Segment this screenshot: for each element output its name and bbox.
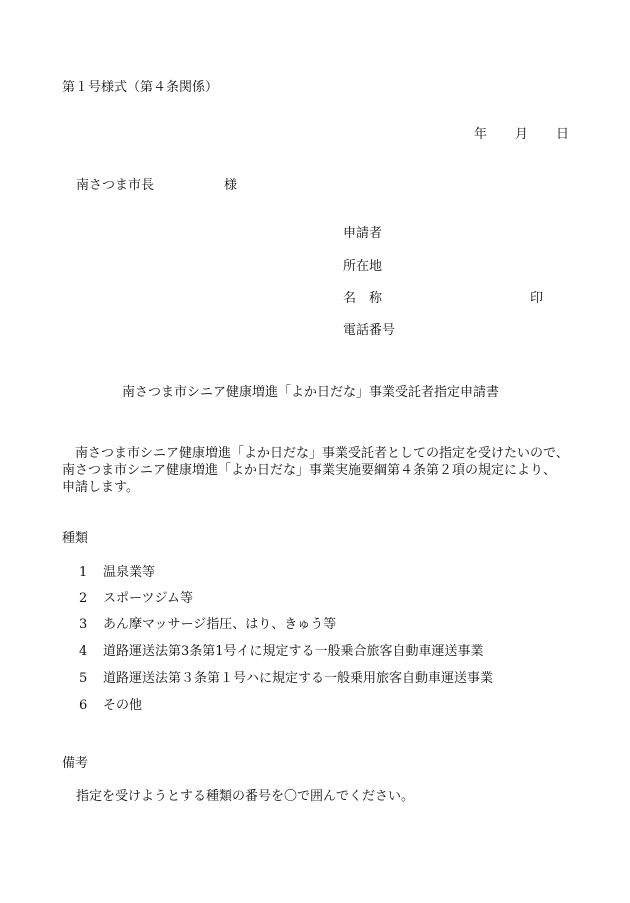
- body-line-1: 南さつま市シニア健康増進「よか日だな」事業受託者としての指定を受けたいので、: [75, 446, 569, 461]
- category-number: 1: [79, 565, 88, 580]
- category-heading: 種類: [62, 531, 89, 546]
- name-label-char-1: 名: [343, 291, 357, 306]
- date-day-label: 日: [556, 127, 570, 142]
- category-number: 2: [79, 591, 88, 606]
- category-label: スポーツジム等: [103, 591, 193, 606]
- category-item: [79, 591, 193, 607]
- body-line-2: 南さつま市シニア健康増進「よか日だな」事業実施要綱第４条第２項の規定により、: [62, 463, 557, 478]
- category-label: その他: [103, 698, 143, 713]
- category-item: [79, 565, 155, 581]
- date-year-label: 年: [474, 127, 488, 142]
- name-label: [343, 291, 382, 307]
- category-item: [79, 644, 484, 660]
- category-number: 5: [79, 671, 88, 686]
- category-number: 4: [79, 644, 88, 659]
- applicant-label: 申請者: [343, 226, 383, 241]
- category-item: [79, 617, 336, 633]
- notes-heading: 備考: [62, 756, 89, 771]
- category-label: 道路運送法第3条第1号イに規定する一般乗合旅客自動車運送事業: [103, 644, 484, 659]
- document-title: 南さつま市シニア健康増進「よか日だな」事業受託者指定申請書: [122, 385, 500, 400]
- category-item: [79, 671, 493, 687]
- addressee: [76, 178, 237, 194]
- category-label: 温泉業等: [103, 565, 156, 580]
- body-line-3: 申請します。: [62, 480, 139, 495]
- addressee-name: 南さつま市長: [76, 178, 155, 193]
- form-number: 第１号様式（第４条関係）: [62, 80, 219, 95]
- category-label: 道路運送法第３条第１号ハに規定する一般乗用旅客自動車運送事業: [103, 671, 494, 686]
- address-label: 所在地: [343, 259, 383, 274]
- phone-label: 電話番号: [343, 323, 396, 338]
- category-number: 6: [79, 698, 88, 713]
- notes-text: 指定を受けようとする種類の番号を〇で囲んでください。: [76, 789, 415, 804]
- body-text: [62, 445, 577, 496]
- date-line: [474, 127, 569, 143]
- date-month-label: 月: [515, 127, 529, 142]
- category-item: [79, 698, 142, 714]
- seal-label: 印: [530, 291, 544, 306]
- category-label: あん摩マッサージ指圧、はり、きゅう等: [103, 617, 337, 632]
- name-label-char-2: 称: [369, 291, 383, 306]
- addressee-honorific: 様: [224, 178, 238, 193]
- category-number: 3: [79, 617, 88, 632]
